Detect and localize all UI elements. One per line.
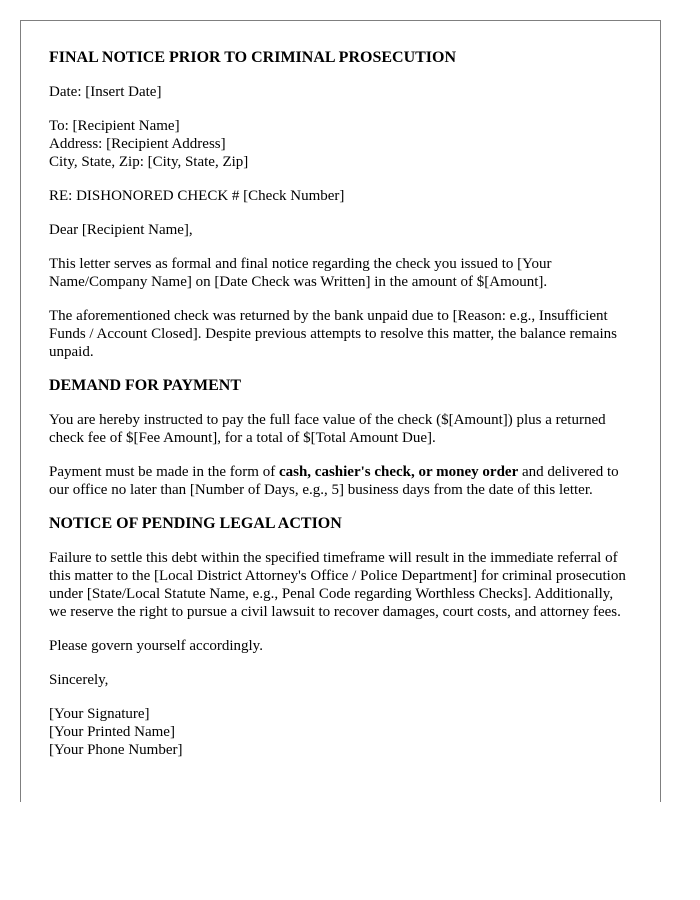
salutation: Dear [Recipient Name],: [49, 222, 193, 238]
recipient-address-line: Address: [Recipient Address]: [49, 136, 226, 152]
printed-name-line: [Your Printed Name]: [49, 724, 175, 740]
re-line: RE: DISHONORED CHECK # [Check Number]: [49, 188, 345, 204]
payment-method-paragraph: [49, 463, 632, 499]
demand-heading: DEMAND FOR PAYMENT: [49, 377, 241, 394]
recipient-city-line: City, State, Zip: [City, State, Zip]: [49, 154, 249, 170]
legal-action-heading: NOTICE OF PENDING LEGAL ACTION: [49, 515, 342, 532]
signature-line: [Your Signature]: [49, 706, 150, 722]
letter-title: FINAL NOTICE PRIOR TO CRIMINAL PROSECUTION: [49, 49, 457, 66]
signature-block: [49, 705, 632, 759]
letter-page: [20, 20, 661, 802]
payment-method-text-start: Payment must be made in the form of: [49, 464, 279, 480]
amount-paragraph: You are hereby instructed to pay the full face value of the check ($[Amount]) plus a returned check fee of $[Fee Amount], for a total of $[Total Amount Due].: [49, 412, 606, 446]
date-line: Date: [Insert Date]: [49, 84, 162, 100]
reason-paragraph: The aforementioned check was returned by the bank unpaid due to [Reason: e.g., Insufficient Funds / Account Closed]. Despite previous attempts to resolve this matter, the balance remains unpaid.: [49, 308, 618, 360]
intro-paragraph: This letter serves as formal and final notice regarding the check you issued to [Your Name/Company Name] on [Date Check was Written] in the amount of $[Amount].: [49, 256, 552, 290]
recipient-block: [49, 117, 632, 171]
legal-action-paragraph: Failure to settle this debt within the specified timeframe will result in the immediate referral of this matter to the [Local District Attorney's Office / Police Department] for criminal prosecution under [State/Local Statute Name, e.g., Penal Code regarding Worthless Checks]. Additionally, we reserve the right to pursue a civil lawsuit to recover damages, court costs, and attorney fees.: [49, 550, 626, 620]
recipient-name-line: To: [Recipient Name]: [49, 118, 180, 134]
payment-method-bold: cash, cashier's check, or money order: [278, 464, 519, 480]
phone-line: [Your Phone Number]: [49, 742, 183, 758]
govern-paragraph: Please govern yourself accordingly.: [49, 638, 263, 654]
closing: Sincerely,: [49, 672, 109, 688]
payment-method-text-end: and delivered to our office no later than [Number of Days, e.g., 5] business days from the date of this letter.: [49, 464, 619, 498]
